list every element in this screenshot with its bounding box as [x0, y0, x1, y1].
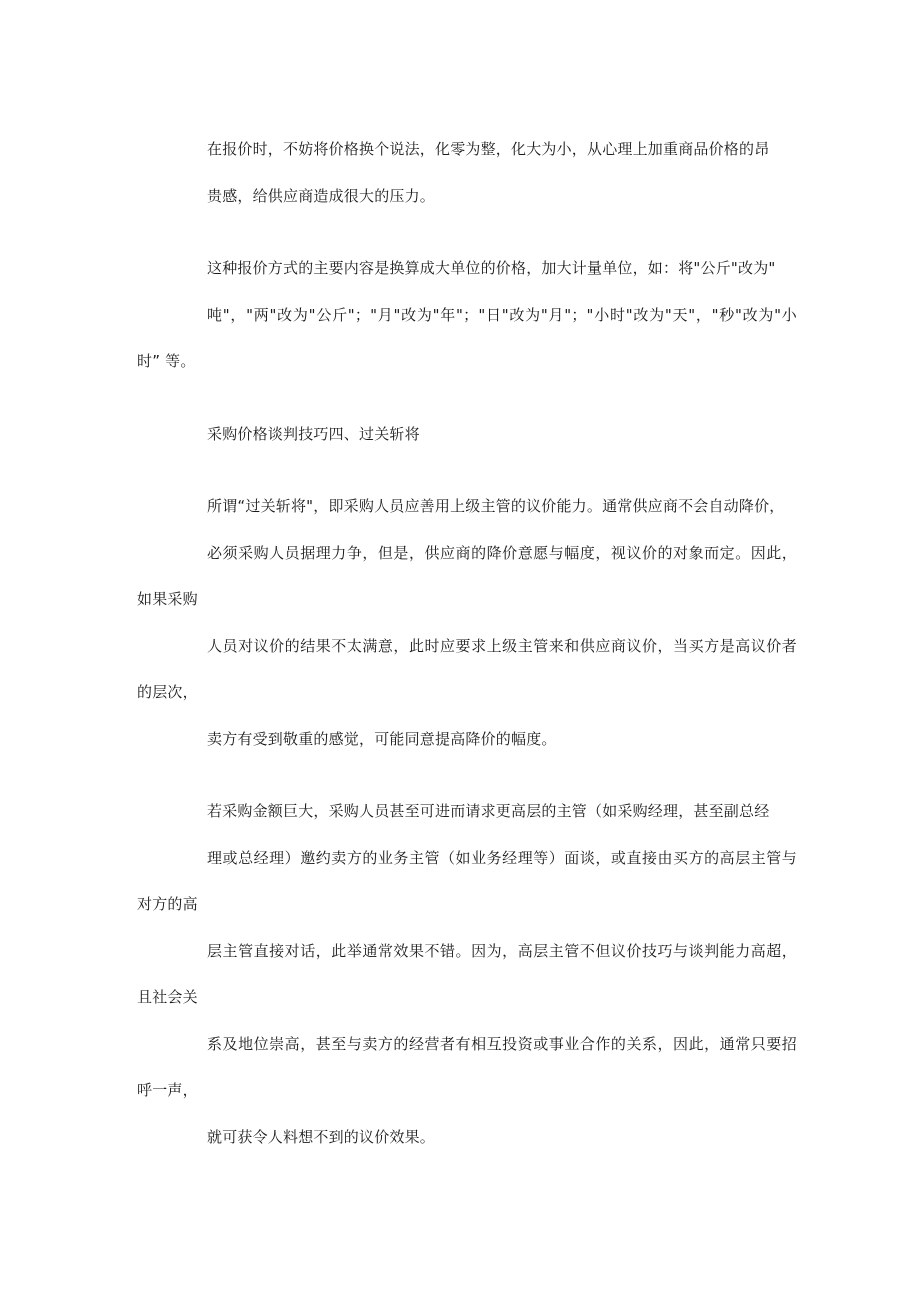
- paragraph-line: 若采购金额巨大，采购人员甚至可进而请求更高层的主管（如采购经理，甚至副总经: [207, 802, 770, 820]
- paragraph-line: 系及地位崇高，甚至与卖方的经营者有相互投资或事业合作的关系，因此，通常只要招呼一声，: [137, 1034, 797, 1099]
- document-body: [137, 126, 797, 1186]
- paragraph-line: 这种报价方式的主要内容是换算成大单位的价格，加大计量单位，如：将"公斤"改为": [207, 259, 776, 277]
- paragraph-price-reframing: [137, 126, 797, 219]
- paragraph-line: 理或总经理）邀约卖方的业务主管（如业务经理等）面谈，或直接由买方的高层主管与对方的高: [137, 848, 797, 913]
- paragraph-line: 人员对议价的结果不太满意，此时应要求上级主管来和供应商议价，当买方是高议价者的层次，: [137, 636, 797, 701]
- heading-line: 采购价格谈判技巧四、过关斩将: [207, 424, 420, 443]
- paragraph-line: 必须采购人员据理力争，但是，供应商的降价意愿与幅度，视议价的对象而定。因此，如果采购: [137, 543, 797, 608]
- paragraph-unit-conversion: [137, 245, 797, 385]
- paragraph-line: 吨"，"两"改为"公斤"；"月"改为"年"；"日"改为"月"；"小时"改为"天"，"秒"改为"小时” 等。: [137, 305, 797, 370]
- paragraph-line: 就可获令人料想不到的议价效果。: [207, 1127, 436, 1146]
- paragraph-line: 在报价时，不妨将价格换个说法，化零为整，化大为小，从心理上加重商品价格的昂: [207, 140, 770, 158]
- section-heading: [137, 411, 797, 458]
- paragraph-line: 所谓“过关斩将"，即采购人员应善用上级主管的议价能力。通常供应商不会自动降价，: [207, 497, 785, 515]
- paragraph-line: 卖方有受到敬重的感觉，可能同意提高降价的幅度。: [207, 729, 557, 748]
- paragraph-senior-management: [137, 788, 797, 1160]
- paragraph-escalation: [137, 483, 797, 762]
- paragraph-line: 贵感，给供应商造成很大的压力。: [207, 186, 436, 205]
- paragraph-line: 层主管直接对话，此举通常效果不错。因为，高层主管不但议价技巧与谈判能力高超，且社会关: [137, 941, 797, 1006]
